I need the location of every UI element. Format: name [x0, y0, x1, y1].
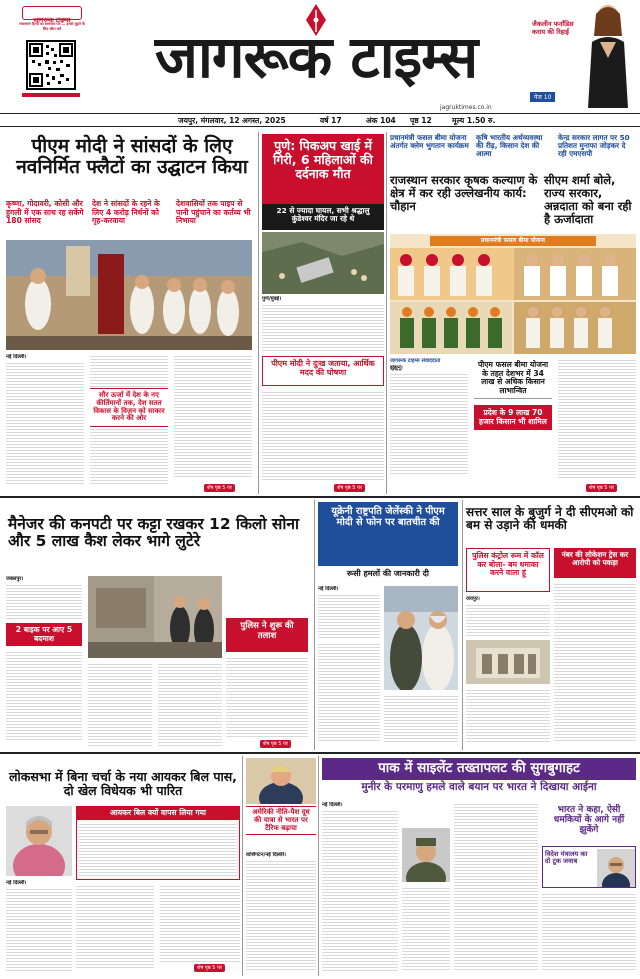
- loot-continued[interactable]: शेष पृष्ठ 5 पर: [260, 740, 291, 748]
- pune-box: पीएम मोदी ने दुःख जताया, आर्थिक मदद की घोषणा: [262, 356, 384, 386]
- loot-photo: [88, 576, 222, 658]
- tariff-story[interactable]: [246, 756, 316, 976]
- threat-headline: सत्तर साल के बुजुर्ग ने दी सीएमओ को बम से उड़ाने की धमकी: [466, 505, 634, 533]
- threat-dateline: जयपुर।: [466, 596, 480, 602]
- zelensky-dateline: नई दिल्ली।: [318, 586, 339, 592]
- promo-title: जैकलीन फर्नांडिस कराय की रिहाई: [532, 20, 574, 37]
- loot-story[interactable]: [4, 500, 310, 750]
- bima-story[interactable]: [390, 132, 636, 494]
- india-box: भारत ने कहा, ऐसी धमकियों के आगे नहीं झुकेंगे: [553, 805, 625, 836]
- pak-dateline: नई दिल्ली।: [322, 802, 343, 808]
- website-url[interactable]: jagruktimes.co.in: [440, 104, 492, 111]
- photo-banner: प्रधानमंत्री फसल बीमा योजना: [430, 236, 596, 246]
- modi-headline: पीएम मोदी ने सांसदों के लिए नवनिर्मित फ्लैटों का उद्घाटन किया: [16, 135, 248, 179]
- promo-page-badge: पेज 10: [530, 92, 555, 102]
- price: मूल्य 1.50 रु.: [452, 116, 496, 125]
- tax-article-col2: [76, 884, 154, 970]
- pak-article-col3: [454, 802, 538, 972]
- modi-text-lines: [6, 361, 84, 485]
- misri-label: विदेश मंत्रालय का दो टूक जवाब: [545, 850, 588, 866]
- farmer-box: प्रदेश के 9 लाख 70 हजार किसान भी शामिल: [474, 405, 552, 430]
- pak-subhead: मुनीर के परमाणु हमले वाले बयान पर भारत ने दिखाया आईना: [361, 781, 597, 793]
- pune-story[interactable]: [262, 132, 384, 494]
- pages: पृष्ठ 12: [410, 116, 432, 125]
- modi-article-col1: [6, 354, 84, 486]
- mini-tagline: राजस्थान हिन्दी का समाचार पत्र — हमसे जुड़ने के लिए स्कैन करें: [19, 22, 85, 31]
- zelensky-headline: यूक्रेनी राष्ट्रपति जेलेंस्की ने पीएम मोदी से फोन पर बातचीत की: [318, 502, 458, 566]
- pak-article-col2: [402, 886, 450, 972]
- modi-text-lines-3: [90, 427, 168, 485]
- krishi-headline: कृषि भारतीय अर्थव्यवस्था की रीढ़, किसान देश की आत्मा: [476, 133, 543, 159]
- modi-subhead-2: देश ने सांसदों के रहने के लिए 4 करोड़ निर्धनों को गृह-करवाया: [92, 199, 160, 225]
- pak-headline: पाक में साइलेंट तख्तापलट की सुगबुगाहट: [322, 758, 636, 780]
- pune-article-2: [262, 390, 384, 482]
- modi-article-col2: [90, 354, 168, 486]
- loot-article-col1: [6, 576, 82, 744]
- tax-article-col1: [6, 880, 72, 972]
- tax-dateline: नई दिल्ली।: [6, 880, 27, 886]
- bima-article-col2: [474, 358, 552, 478]
- date-line: जयपुर, मंगलवार, 12 अगस्त, 2025: [178, 116, 286, 125]
- bima-headline: प्रधानमंत्री फसल बीमा योजना अंतर्गत क्लेम भुगतान कार्यक्रम: [390, 133, 469, 151]
- tax-photo: [6, 806, 72, 876]
- raj-headline: राजस्थान सरकार कृषक कल्याण के क्षेत्र में कर रही उल्लेखनीय कार्य: चौहान: [390, 173, 538, 213]
- tax-headline: लोकसभा में बिना चर्चा के नया आयकर बिल पास, दो खेल विधेयक भी पारित: [9, 769, 237, 798]
- pune-article: [262, 296, 384, 352]
- police-box: पुलिस ने शुरू की तलाश: [226, 618, 308, 652]
- loot-article-col3: [158, 662, 222, 746]
- promo-box[interactable]: [512, 0, 640, 112]
- zelensky-photo: [384, 586, 458, 690]
- pune-dateline: पुणे/मुंबई।: [262, 296, 282, 302]
- munir-photo: [402, 828, 450, 882]
- modi-story[interactable]: [4, 132, 256, 494]
- zelensky-story[interactable]: [318, 500, 458, 750]
- date-strip: [0, 113, 640, 127]
- volume: वर्ष 17: [320, 116, 342, 125]
- modi-article-col3: [174, 354, 252, 486]
- newspaper-title: जागरूक टाइम्स: [154, 23, 478, 91]
- tax-box: आयकर बिल क्यों वापस लिया गया: [77, 807, 239, 820]
- loot-headline: मैनेजर की कनपटी पर कट्टा रखकर 12 किलो सोना और 5 लाख कैश लेकर भागे लुटेरे: [8, 515, 299, 551]
- pak-article-col1: [322, 802, 398, 972]
- pak-story[interactable]: [322, 756, 636, 976]
- promo-photo: [582, 2, 634, 108]
- modi-quote: सौर ऊर्जा में देश के नए कीर्तिमानों तक, देश सतत विकास के विज़न को साकार करने की ओर: [90, 388, 168, 427]
- tariff-box: अमेरिकी नीति-पैश दूध की यात्रा से भारत पर टैरिफ बढ़ाया: [246, 806, 316, 835]
- threat-article-col3: [554, 582, 636, 742]
- location-box: नंबर की लोकेशन ट्रेस कर आरोपी को पकड़ा: [554, 548, 636, 578]
- modi-text-lines-4: [174, 354, 252, 478]
- masthead: [0, 0, 640, 128]
- bima-photo-strip: [390, 234, 636, 354]
- tax-continued[interactable]: शेष पृष्ठ 5 पर: [194, 964, 225, 972]
- zelensky-article: [318, 586, 380, 638]
- mini-logo: [22, 6, 82, 24]
- correspondent: जागरूक टाइम्स संवाददाता: [390, 358, 441, 364]
- threat-article-col2: [466, 688, 550, 742]
- pune-photo: [262, 232, 384, 294]
- tax-box-wrap: [76, 806, 240, 880]
- loot-article-col2: [88, 662, 152, 746]
- tax-article-col3: [160, 884, 240, 964]
- loot-article-col4: [226, 656, 308, 738]
- zelensky-subhead: रूसी हमलों की जानकारी दी: [347, 569, 429, 578]
- tariff-dateline: वाशिंगटन/नई दिल्ली।: [246, 852, 286, 858]
- pak-article-col4: [542, 892, 636, 972]
- tariff-photo: [246, 758, 316, 804]
- zelensky-article-2: [318, 642, 380, 742]
- saini-headline: सीएम शर्मा बोले, राज्य सरकार, अन्नदाता को बना रही है ऊर्जादाता: [544, 173, 632, 226]
- modi-dateline: नई दिल्ली।: [6, 354, 27, 360]
- modi-continued[interactable]: शेष पृष्ठ 5 पर: [204, 484, 235, 492]
- qr-footer-bar: [22, 93, 80, 97]
- misri-photo: [597, 849, 635, 887]
- bima-continued[interactable]: शेष पृष्ठ 5 पर: [586, 484, 617, 492]
- modi-subhead-3: देशवासियों तक पाइप से पानी पहुंचाने का कर्तव्य भी निभाया: [176, 199, 251, 225]
- kendra-headline: केन्द्र सरकार लागत पर 50 प्रतिशत मुनाफा जोड़कर दे रही एमएसपी: [558, 133, 630, 159]
- threat-story[interactable]: [466, 500, 636, 750]
- threat-photo: [466, 640, 550, 684]
- pune-continued[interactable]: शेष पृष्ठ 5 पर: [334, 484, 365, 492]
- bima-article-col1: [390, 358, 468, 478]
- mini-logo-text: जागरूक टाइम्स: [33, 16, 71, 24]
- tariff-article: [246, 852, 316, 972]
- modi-text-lines-2: [90, 354, 168, 388]
- qr-code-icon[interactable]: [26, 40, 76, 90]
- bima-dateline: झुंझुनूं।: [390, 365, 403, 372]
- pune-subhead: 22 से ज्यादा घायल, सभी श्रद्धालु कुंडेश्वर मंदिर जा रहे थे: [262, 204, 384, 230]
- issue: अंक 104: [366, 116, 396, 125]
- modi-subhead-1: कृष्णा, गोदावरी, कोसी और हुगली में एक साथ रह सकेंगे 180 सांसद: [6, 199, 84, 225]
- tax-story[interactable]: [4, 756, 240, 976]
- threat-article-col1: [466, 596, 550, 636]
- pune-headline: पुणे: पिकअप खाई में गिरी, 6 महिलाओं की दर्दनाक मौत: [262, 134, 384, 204]
- zelensky-article-3: [384, 694, 458, 742]
- loot-dateline: जबलपुर।: [6, 576, 24, 582]
- loot-box: 2 बाइक पर आए 5 बदमाश: [6, 623, 82, 646]
- bima-article-col3: [558, 358, 636, 478]
- bima-box: पीएम फसल बीमा योजना के तहत देशभर में 34 लाख से अधिक किसान लाभान्वित: [474, 358, 552, 399]
- misri-box: [542, 846, 636, 888]
- threat-box: पुलिस कंट्रोल रूम में कॉल कर बोला- बम धमाका करने वाला हूं: [466, 548, 550, 592]
- modi-photo: [6, 240, 252, 350]
